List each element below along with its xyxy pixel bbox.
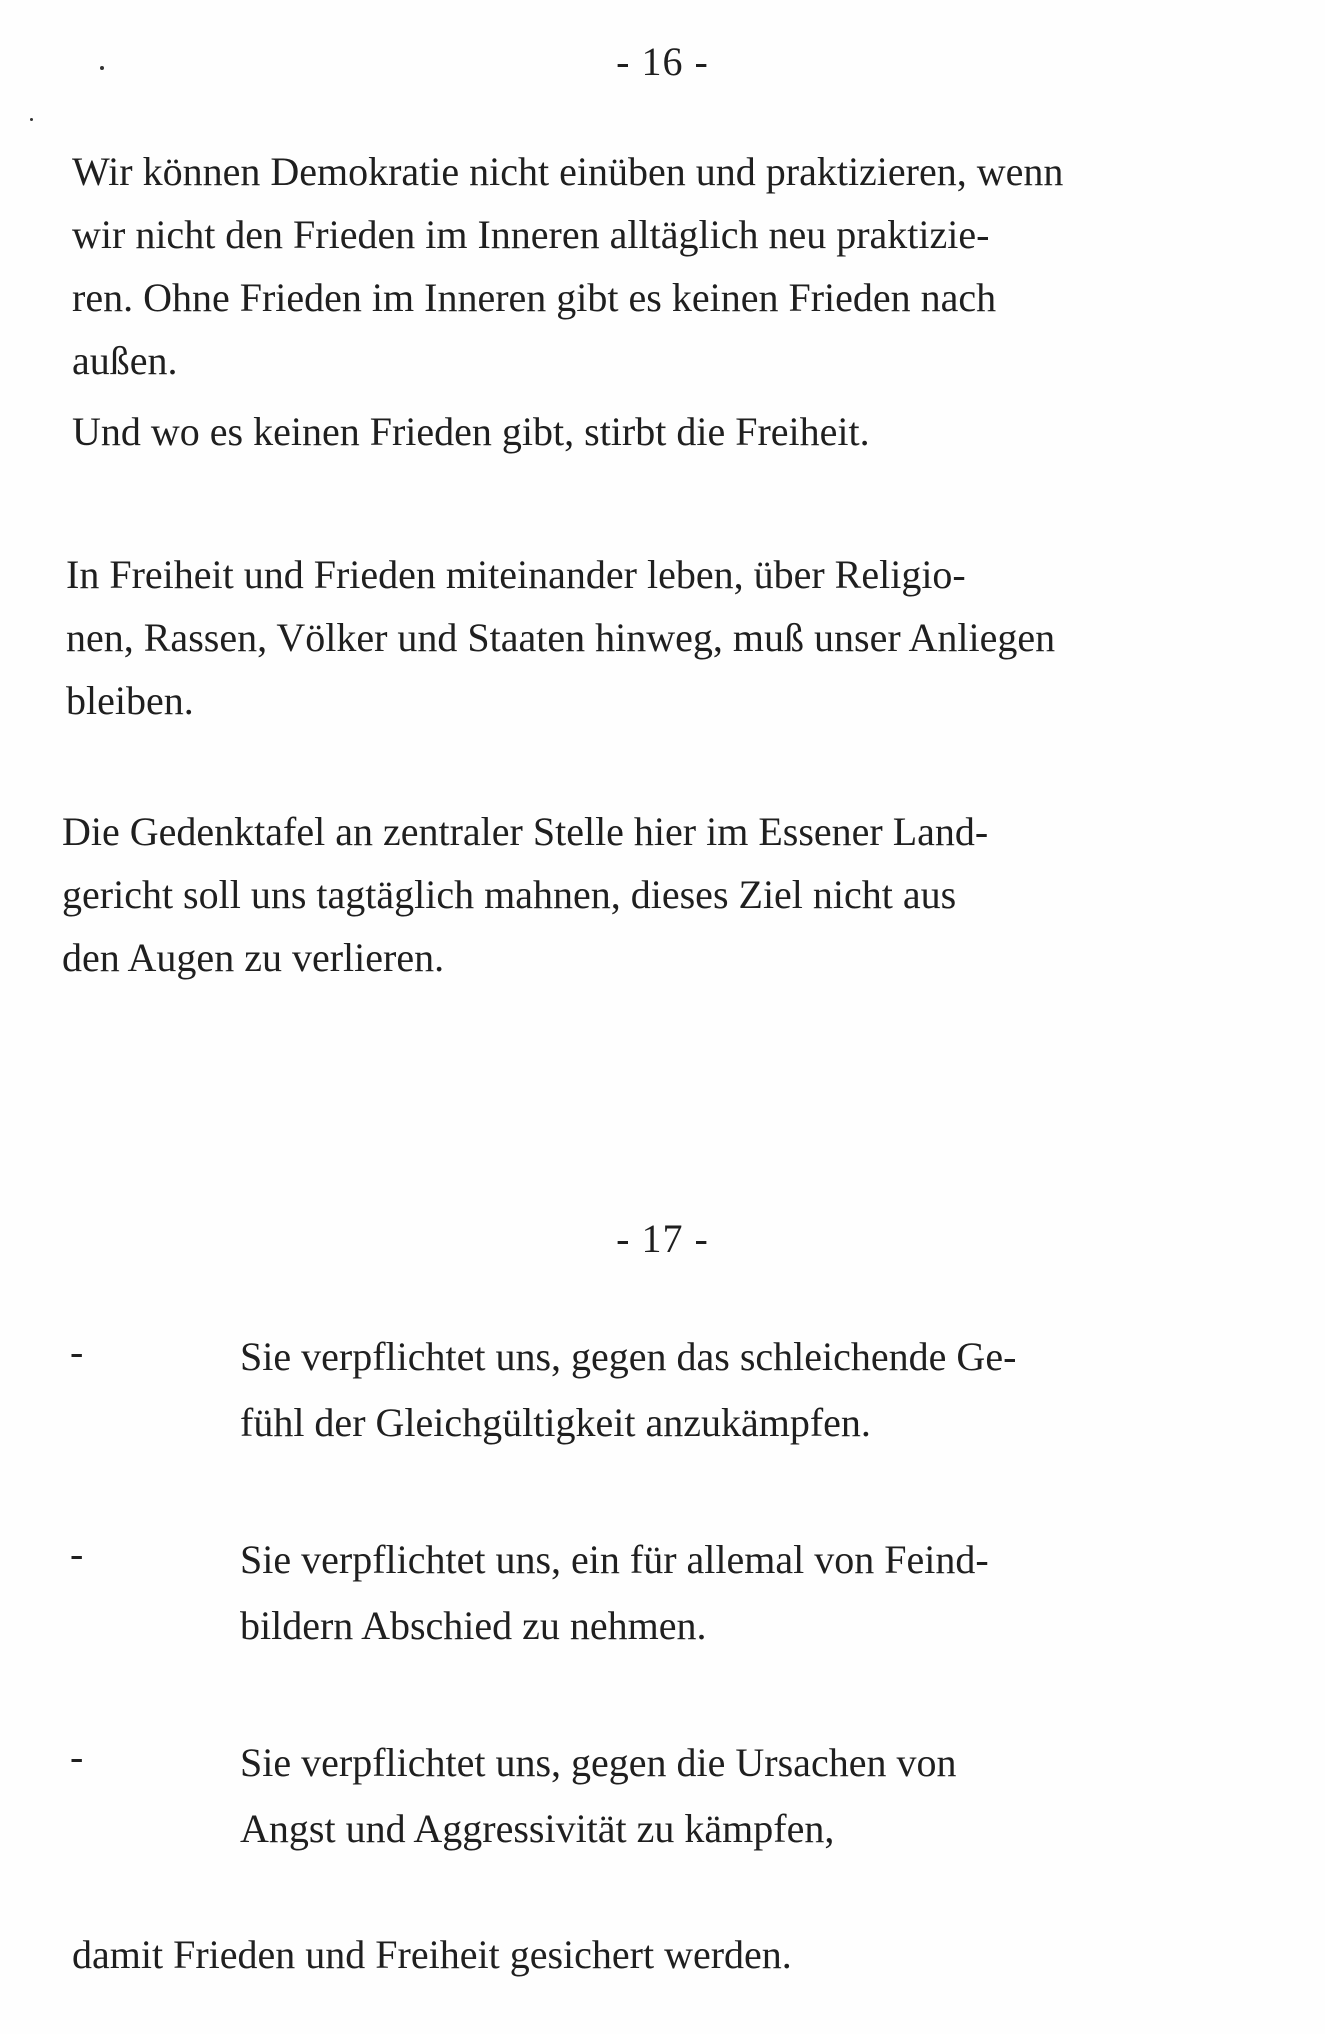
closing-line: damit Frieden und Freiheit gesichert werden. — [72, 1932, 792, 1977]
text-line: fühl der Gleichgültigkeit anzukämpfen. — [240, 1400, 871, 1445]
text-line: Sie verpflichtet uns, ein für allemal von Feind- — [240, 1537, 989, 1582]
text-line: gericht soll uns tagtäglich mahnen, dieses Ziel nicht aus — [62, 872, 957, 917]
paragraph-democracy — [72, 140, 1272, 392]
paragraph-memorial-plaque — [62, 800, 1192, 989]
list-item — [240, 1527, 1240, 1659]
list-item — [240, 1730, 1240, 1862]
paragraph-concern — [66, 543, 1276, 732]
text-line: außen. — [72, 338, 178, 383]
bullet-dash: - — [70, 1531, 84, 1576]
page-number-17: - 17 - — [616, 1216, 709, 1261]
paragraph-freedom — [72, 400, 1272, 463]
bullet-dash: - — [70, 1734, 84, 1779]
text-line: Und wo es keinen Frieden gibt, stirbt die Freiheit. — [72, 409, 870, 454]
page-number-16: - 16 - — [616, 39, 709, 84]
text-line: Die Gedenktafel an zentraler Stelle hier im Essener Land- — [62, 809, 989, 854]
text-line: bildern Abschied zu nehmen. — [240, 1603, 707, 1648]
scan-speck — [30, 118, 33, 121]
bullet-dash: - — [70, 1329, 84, 1374]
text-line: Wir können Demokratie nicht einüben und praktizieren, wenn — [72, 149, 1064, 194]
text-line: Sie verpflichtet uns, gegen das schleichende Ge- — [240, 1334, 1017, 1379]
text-line: nen, Rassen, Völker und Staaten hinweg, muß unser Anliegen — [66, 615, 1056, 660]
text-line: In Freiheit und Frieden miteinander leben, über Religio- — [66, 552, 966, 597]
text-line: wir nicht den Frieden im Inneren alltäglich neu praktizie- — [72, 212, 990, 257]
text-line: bleiben. — [66, 678, 194, 723]
text-line: ren. Ohne Frieden im Inneren gibt es keinen Frieden nach — [72, 275, 997, 320]
text-line: den Augen zu verlieren. — [62, 935, 445, 980]
list-item — [240, 1324, 1240, 1456]
text-line: Sie verpflichtet uns, gegen die Ursachen von — [240, 1740, 957, 1785]
text-line: Angst und Aggressivität zu kämpfen, — [240, 1806, 835, 1851]
